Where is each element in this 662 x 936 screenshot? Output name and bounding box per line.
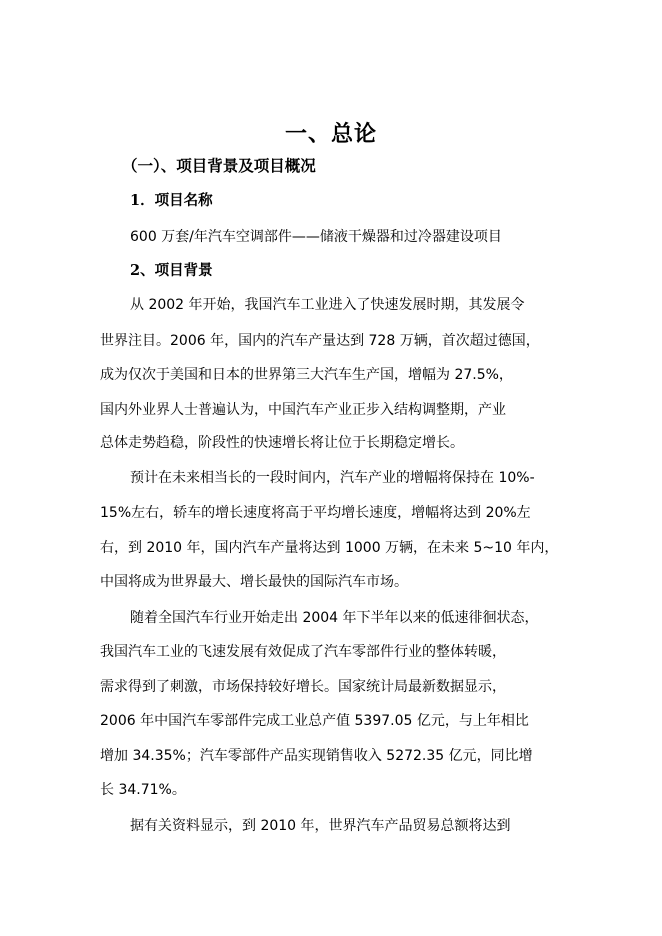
paragraph-line: 2006 年中国汽车零部件完成工业总产值 5397.05 亿元，与上年相比 — [100, 713, 529, 729]
section-heading: （一）、项目背景及项目概况 — [122, 156, 316, 175]
paragraph-line: 世界注目。2006 年，国内的汽车产量达到 728 万辆，首次超过德国， — [100, 333, 540, 349]
paragraph-line: 国内外业界人士普遍认为，中国汽车产业正步入结构调整期，产业 — [100, 402, 506, 418]
paragraph-line: 据有关资料显示，到 2010 年，世界汽车产品贸易总额将达到 — [130, 818, 511, 834]
paragraph-line: 右，到 2010 年，国内汽车产量将达到 1000 万辆，在未来 5~10 年内， — [100, 540, 559, 556]
subsection-heading-background: 2、项目背景 — [130, 262, 213, 279]
project-name-text: 600 万套/年汽车空调部件——储液干燥器和过冷器建设项目 — [130, 229, 502, 245]
paragraph-line: 15%左右，轿车的增长速度将高于平均增长速度，增幅将达到 20%左 — [100, 505, 531, 521]
paragraph-line: 成为仅次于美国和日本的世界第三大汽车生产国，增幅为 27.5%， — [100, 367, 513, 383]
paragraph-line: 总体走势趋稳，阶段性的快速增长将让位于长期稳定增长。 — [100, 435, 464, 451]
paragraph-line: 预计在未来相当长的一段时间内，汽车产业的增幅将保持在 10%- — [130, 470, 535, 486]
paragraph-line: 增加 34.35%；汽车零部件产品实现销售收入 5272.35 亿元，同比增 — [100, 748, 533, 764]
paragraph-line: 我国汽车工业的飞速发展有效促成了汽车零部件行业的整体转暖， — [100, 644, 506, 660]
page-title: 一、总论 — [284, 121, 377, 147]
paragraph-line: 随着全国汽车行业开始走出 2004 年下半年以来的低速徘徊状态， — [130, 610, 539, 626]
paragraph-line: 从 2002 年开始，我国汽车工业进入了快速发展时期，其发展令 — [130, 297, 525, 313]
subsection-heading-project-name: 1．项目名称 — [130, 192, 213, 209]
paragraph-line: 中国将成为世界最大、增长最快的国际汽车市场。 — [100, 574, 408, 590]
paragraph-line: 需求得到了刺激，市场保持较好增长。国家统计局最新数据显示， — [100, 679, 506, 695]
paragraph-line: 长 34.71%。 — [100, 782, 186, 798]
